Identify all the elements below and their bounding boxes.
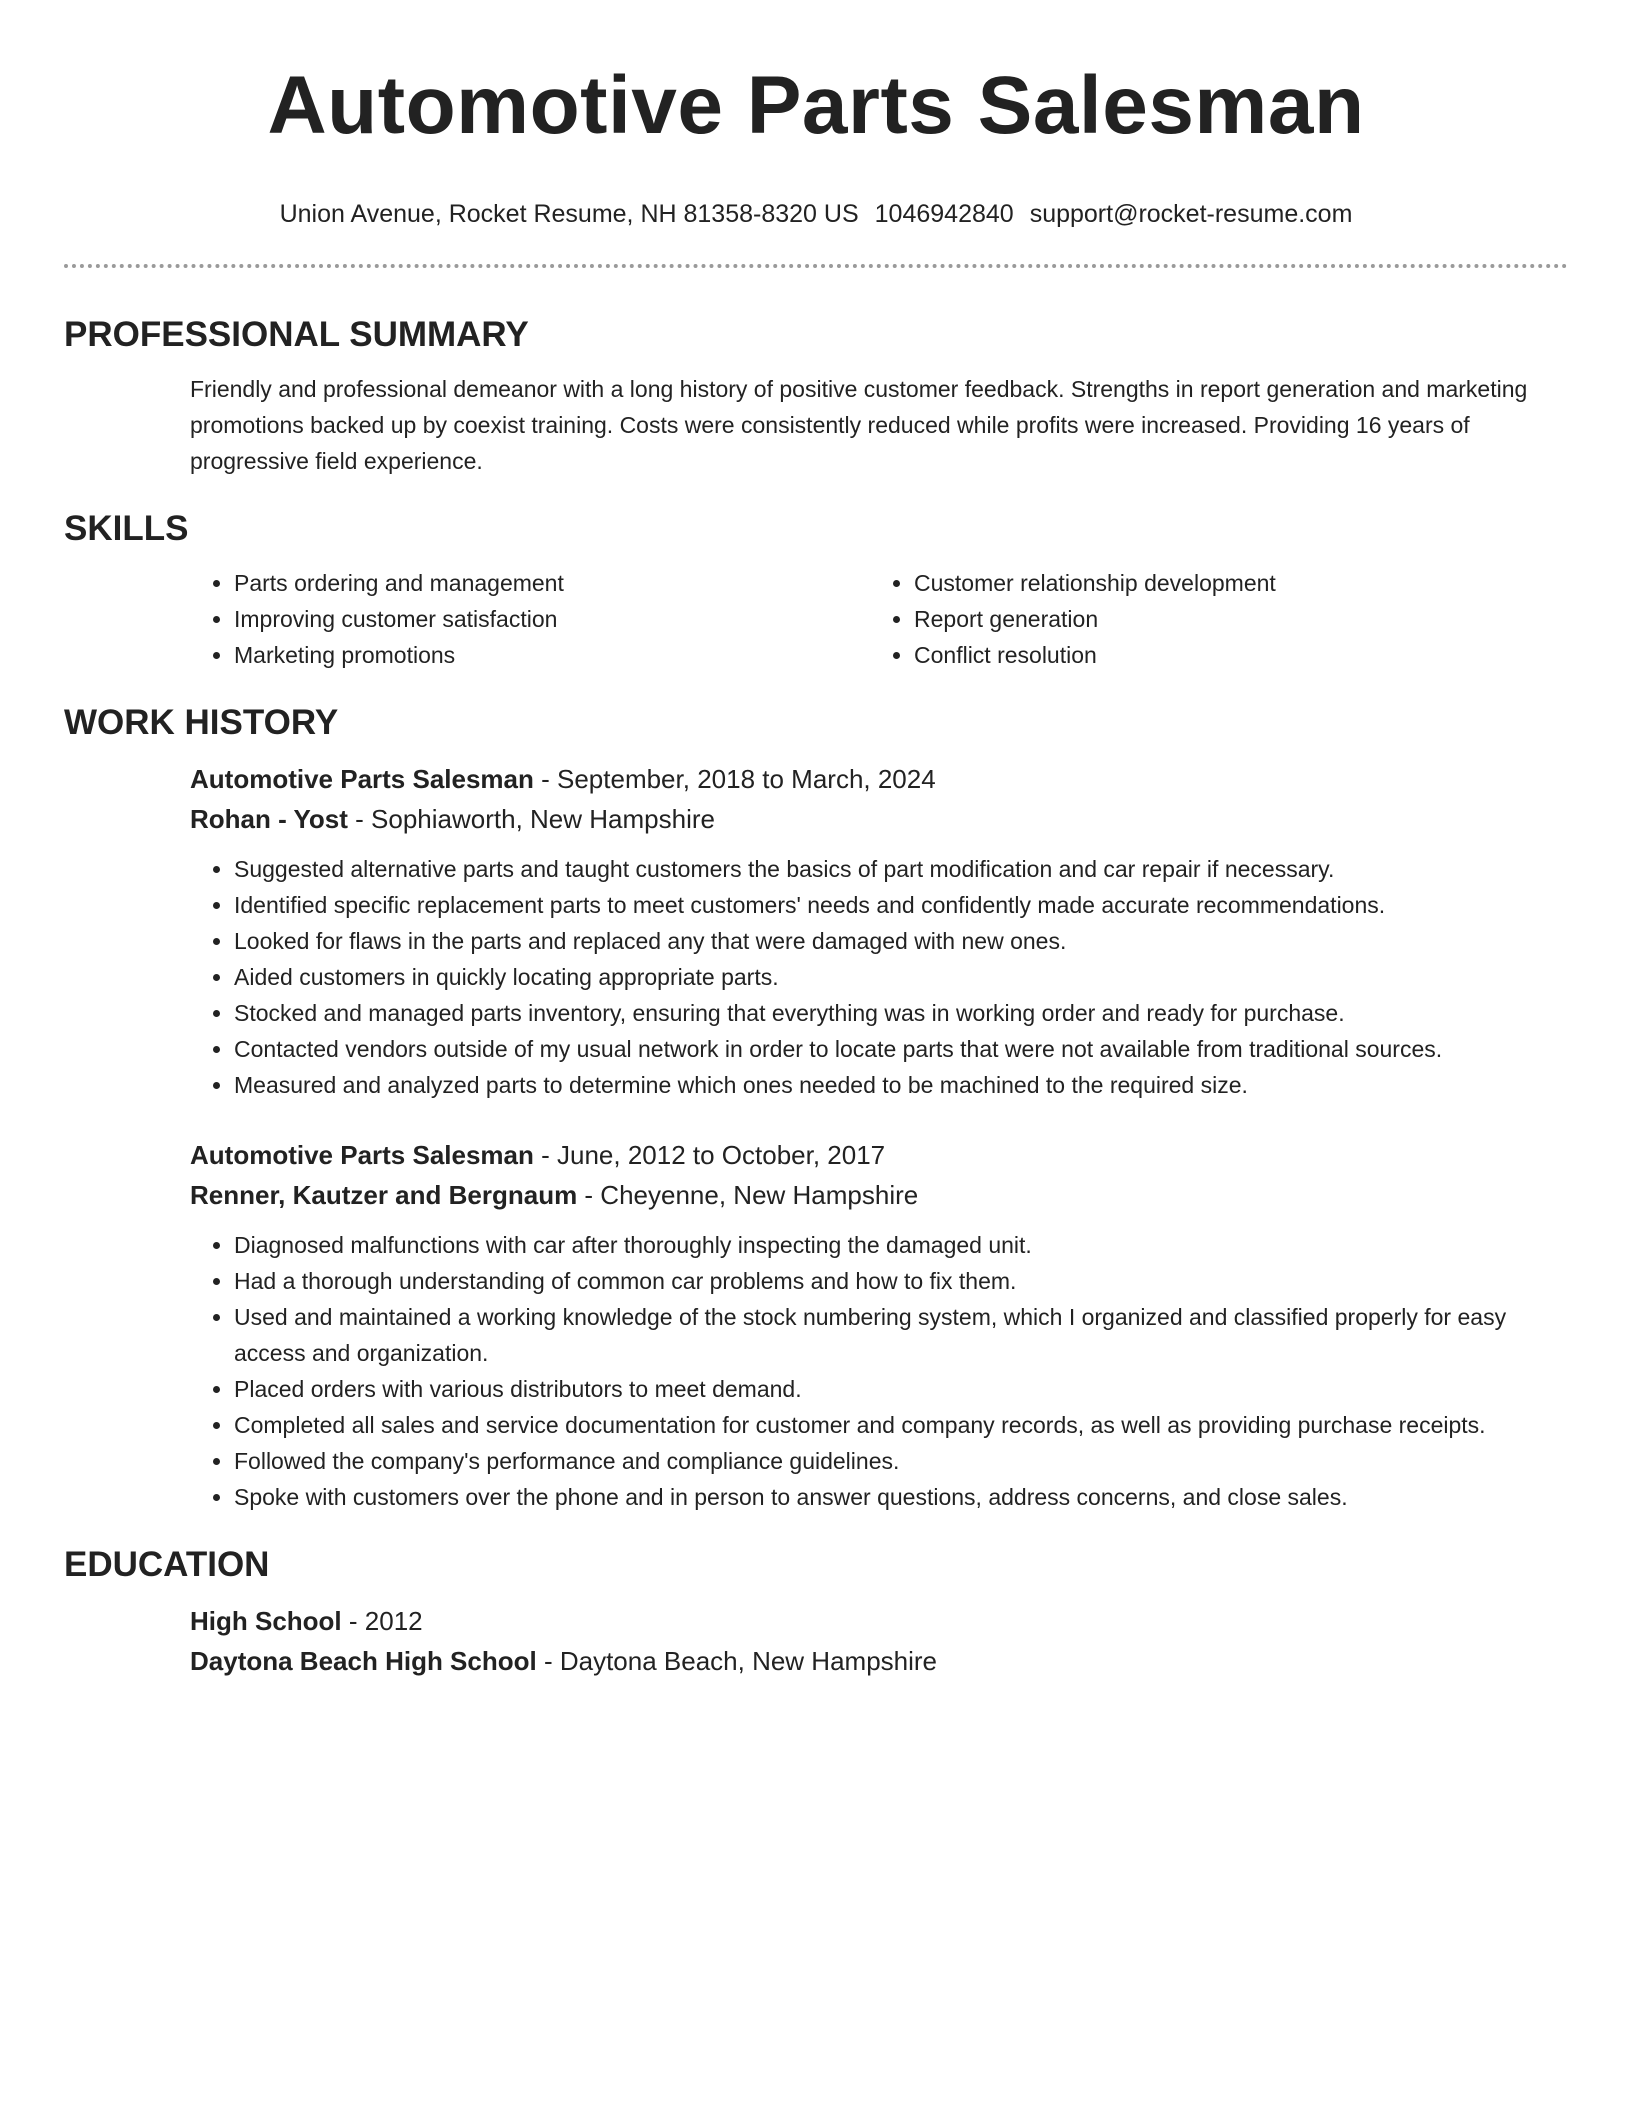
education-degree-line xyxy=(190,1601,1568,1641)
summary-heading: PROFESSIONAL SUMMARY xyxy=(64,315,529,354)
duty-item: • Spoke with customers over the phone and in person to answer questions, address concerns, and close sales. xyxy=(234,1479,1568,1515)
education-heading: EDUCATION xyxy=(64,1545,270,1584)
job-role: Automotive Parts Salesman xyxy=(190,764,534,794)
education-degree: High School xyxy=(190,1606,342,1636)
skills-section xyxy=(64,507,1568,673)
job-company: Renner, Kautzer and Bergnaum xyxy=(190,1180,578,1210)
duty-item: • Contacted vendors outside of my usual network in order to locate parts that were not available from traditional sources. xyxy=(234,1031,1568,1067)
candidate-name: Automotive Parts Salesman xyxy=(267,60,1365,151)
duty-item: • Used and maintained a working knowledge of the stock numbering system, which I organized and classified properly for easy access and organization. xyxy=(234,1299,1568,1371)
skill-item: • Parts ordering and management xyxy=(234,565,870,601)
education-entry xyxy=(64,1601,1568,1681)
job-title-line xyxy=(190,759,1568,799)
education-year: - 2012 xyxy=(341,1606,423,1636)
duty-item: • Measured and analyzed parts to determine which ones needed to be machined to the required size. xyxy=(234,1067,1568,1103)
summary-text: Friendly and professional demeanor with a long history of positive customer feedback. Strengths in report generation and marketing promotions backed up by coexist training. Costs were consistently reduced while profits were increased. Providing 16 years of progressive field experience. xyxy=(190,376,1528,474)
duty-item: • Identified specific replacement parts to meet customers' needs and confidently made accurate recommendations. xyxy=(234,887,1568,923)
skill-item: • Marketing promotions xyxy=(234,637,870,673)
job-entry xyxy=(64,1135,1568,1515)
job-dates: - September, 2018 to March, 2024 xyxy=(533,764,936,794)
skill-item: • Customer relationship development xyxy=(914,565,1568,601)
education-section xyxy=(64,1543,1568,1681)
contact-address: Union Avenue, Rocket Resume, NH 81358-8320 US xyxy=(279,200,859,228)
header-divider xyxy=(64,264,1568,268)
job-entry xyxy=(64,759,1568,1103)
work-heading: WORK HISTORY xyxy=(64,703,339,742)
education-location: - Daytona Beach, New Hampshire xyxy=(536,1646,938,1676)
contact-line xyxy=(64,198,1568,230)
job-dates: - June, 2012 to October, 2017 xyxy=(533,1140,886,1170)
skills-heading: SKILLS xyxy=(64,509,189,548)
job-company-line xyxy=(190,799,1568,839)
job-title-line xyxy=(190,1135,1568,1175)
job-location: - Cheyenne, New Hampshire xyxy=(577,1180,919,1210)
duty-item: • Stocked and managed parts inventory, ensuring that everything was in working order and ready for purchase. xyxy=(234,995,1568,1031)
duty-item: • Aided customers in quickly locating appropriate parts. xyxy=(234,959,1568,995)
job-company-line xyxy=(190,1175,1568,1215)
contact-email: support@rocket-resume.com xyxy=(1029,200,1353,228)
job-location: - Sophiaworth, New Hampshire xyxy=(347,804,715,834)
duty-item: • Completed all sales and service documentation for customer and company records, as well as providing purchase receipts. xyxy=(234,1407,1568,1443)
duty-item: • Suggested alternative parts and taught customers the basics of part modification and car repair if necessary. xyxy=(234,851,1568,887)
summary-section xyxy=(64,313,1568,479)
job-role: Automotive Parts Salesman xyxy=(190,1140,534,1170)
duty-item: • Diagnosed malfunctions with car after thoroughly inspecting the damaged unit. xyxy=(234,1227,1568,1263)
education-school-line xyxy=(190,1641,1568,1681)
skill-item: • Conflict resolution xyxy=(914,637,1568,673)
work-section xyxy=(64,701,1568,1515)
duty-item: • Looked for flaws in the parts and replaced any that were damaged with new ones. xyxy=(234,923,1568,959)
duty-item: • Had a thorough understanding of common car problems and how to fix them. xyxy=(234,1263,1568,1299)
contact-phone: 1046942840 xyxy=(874,200,1014,228)
skills-column-right xyxy=(870,565,1568,673)
job-duties xyxy=(190,1227,1568,1515)
skills-list xyxy=(64,565,1568,673)
skill-item: • Improving customer satisfaction xyxy=(234,601,870,637)
skill-item: • Report generation xyxy=(914,601,1568,637)
education-school: Daytona Beach High School xyxy=(190,1646,537,1676)
skills-column-left xyxy=(190,565,870,673)
job-duties xyxy=(190,851,1568,1103)
job-company: Rohan - Yost xyxy=(190,804,348,834)
duty-item: • Placed orders with various distributors to meet demand. xyxy=(234,1371,1568,1407)
duty-item: • Followed the company's performance and compliance guidelines. xyxy=(234,1443,1568,1479)
